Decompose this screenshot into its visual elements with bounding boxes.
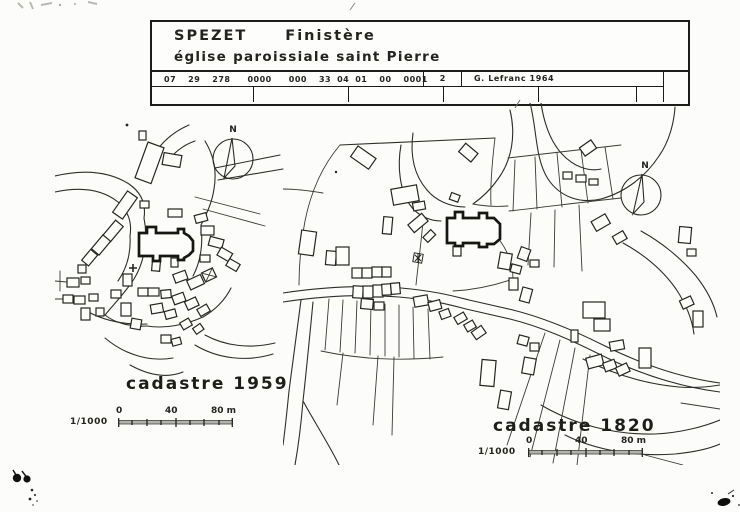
code-value: 04 [337, 74, 350, 84]
scale-tick-label: 80 m [621, 436, 647, 446]
empty-cell [444, 87, 539, 102]
right-tall-cell [663, 72, 688, 102]
code-value: 33 [318, 74, 332, 84]
map-1820-drawing [283, 103, 720, 465]
code-value: 01 [355, 74, 368, 84]
code-value: 07 [164, 74, 177, 84]
code-value: 00 [379, 74, 392, 84]
title-block [150, 20, 690, 106]
commune-name: SPEZET [174, 28, 248, 44]
subject-line: église paroissiale saint Pierre [174, 49, 441, 65]
empty-cell [637, 87, 663, 102]
scale-bar-icon [118, 418, 236, 427]
code-row [152, 72, 663, 87]
scale-bar-icon [528, 448, 646, 457]
code-value: 000 [288, 74, 307, 84]
empty-row [152, 87, 663, 102]
department-name: Finistère [285, 28, 376, 44]
scale-tick-label: 0 [526, 436, 533, 446]
scale-tick-label: 80 m [211, 406, 237, 416]
caption-cadastre-1959: cadastre 1959 [126, 374, 289, 394]
code-value: 29 [188, 74, 201, 84]
north-arrow-1959 [210, 124, 256, 184]
scale-tick-label: 0 [116, 406, 123, 416]
scale-ratio-1820: 1/1000 [478, 447, 516, 457]
north-arrow-1820 [618, 160, 664, 220]
empty-cell [539, 87, 637, 102]
north-arrow-icon [210, 136, 256, 184]
empty-cell [152, 87, 254, 102]
caption-cadastre-1820: cadastre 1820 [493, 416, 656, 436]
scale-bar-1959 [118, 406, 240, 428]
north-label: N [229, 125, 237, 135]
calvary-symbol [413, 253, 423, 263]
scale-tick-label: 40 [165, 406, 178, 416]
code-value: 0001 [403, 74, 428, 84]
empty-cell [349, 87, 444, 102]
scale-tick-label: 40 [575, 436, 588, 446]
north-arrow-icon [618, 172, 664, 220]
author-credit-cell: G. Lefranc 1964 [474, 74, 555, 83]
empty-cell [254, 87, 349, 102]
code-cell [152, 72, 428, 86]
code-value: 278 [212, 74, 231, 84]
code-value: 0000 [247, 74, 272, 84]
title-block-lower [152, 72, 688, 102]
north-label: N [641, 161, 649, 171]
scale-ratio-1959: 1/1000 [70, 417, 108, 427]
title-line-1 [174, 28, 688, 44]
sheet-number-cell: 2 [424, 72, 462, 86]
scale-bar-1820 [528, 436, 650, 458]
title-area [152, 22, 688, 72]
